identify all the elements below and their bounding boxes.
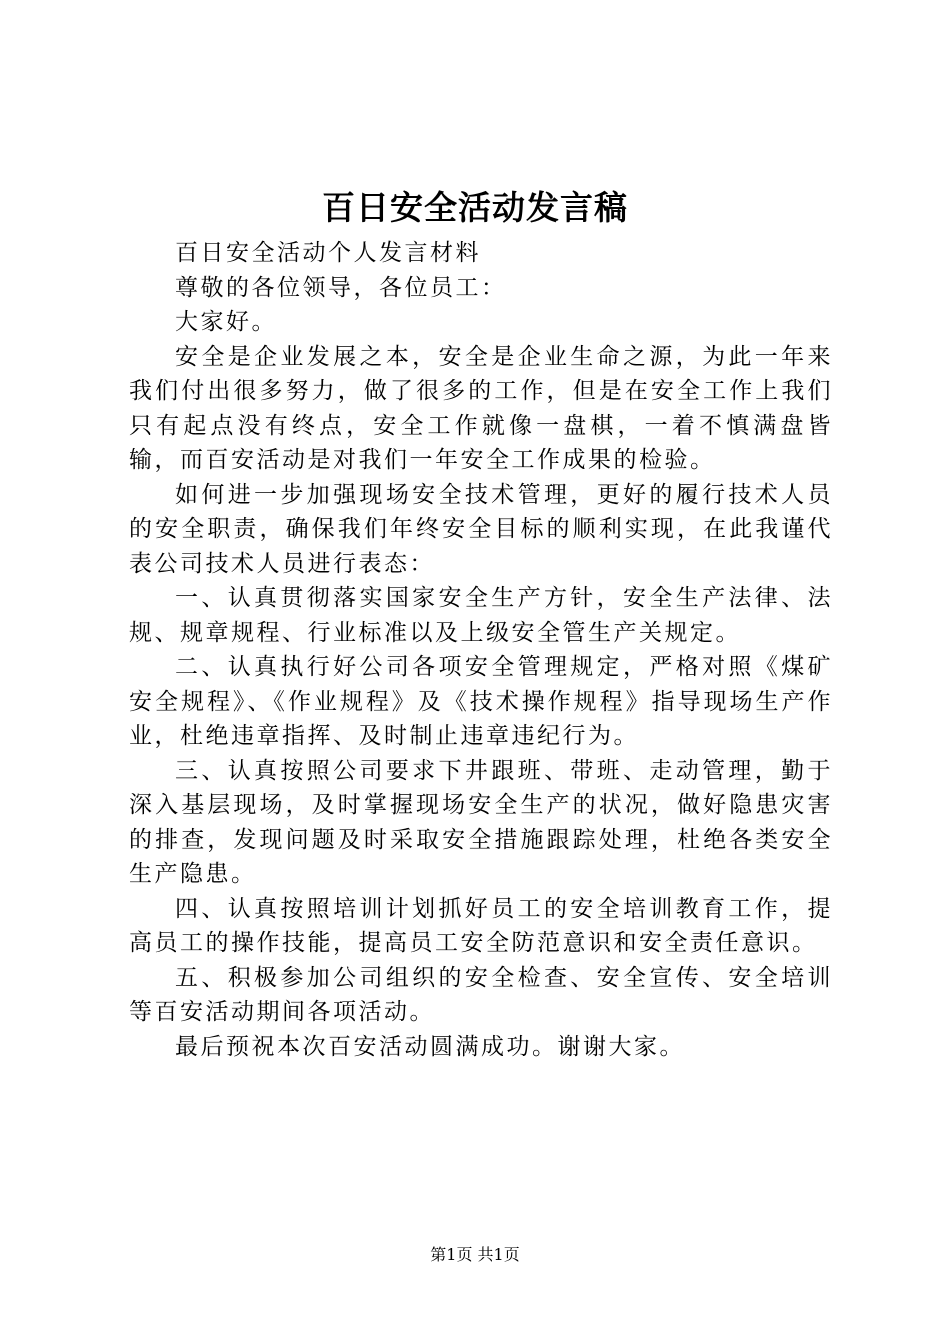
document-body [129,236,833,1064]
paragraph-point-4: 四、认真按照培训计划抓好员工的安全培训教育工作，提高员工的操作技能，提高员工安全防范意识和安全责任意识。 [129,895,833,956]
paragraph-salutation: 尊敬的各位领导，各位员工： [175,274,507,301]
paragraph-point-5: 五、积极参加公司组织的安全检查、安全宣传、安全培训等百安活动期间各项活动。 [129,964,833,1025]
paragraph-closing: 最后预祝本次百安活动圆满成功。谢谢大家。 [175,1033,685,1060]
page-number-footer: 第1页 共1页 [430,1245,520,1264]
paragraph-point-2: 二、认真执行好公司各项安全管理规定，严格对照《煤矿安全规程》、《作业规程》及《技术操作规程》指导现场生产作业，杜绝违章指挥、及时制止违章违纪行为。 [129,654,833,749]
document-title: 百日安全活动发言稿 [322,188,628,227]
paragraph-point-1: 一、认真贯彻落实国家安全生产方针，安全生产法律、法规、规章规程、行业标准以及上级安全管生产关规定。 [129,585,833,646]
paragraph-subtitle: 百日安全活动个人发言材料 [175,240,481,266]
paragraph-statement: 如何进一步加强现场安全技术管理，更好的履行技术人员的安全职责，确保我们年终安全目标的顺利实现，在此我谨代表公司技术人员进行表态： [129,481,833,577]
paragraph-point-3: 三、认真按照公司要求下井跟班、带班、走动管理，勤于深入基层现场，及时掌握现场安全生产的状况，做好隐患灾害的排查，发现问题及时采取安全措施跟踪处理，杜绝各类安全生产隐患。 [129,757,833,887]
paragraph-greeting: 大家好。 [175,309,277,335]
paragraph-intro: 安全是企业发展之本，安全是企业生命之源，为此一年来我们付出很多努力，做了很多的工作，但是在安全工作上我们只有起点没有终点，安全工作就像一盘棋，一着不慎满盘皆输，而百安活动是对我们一年安全工作成果的检验。 [129,343,833,473]
